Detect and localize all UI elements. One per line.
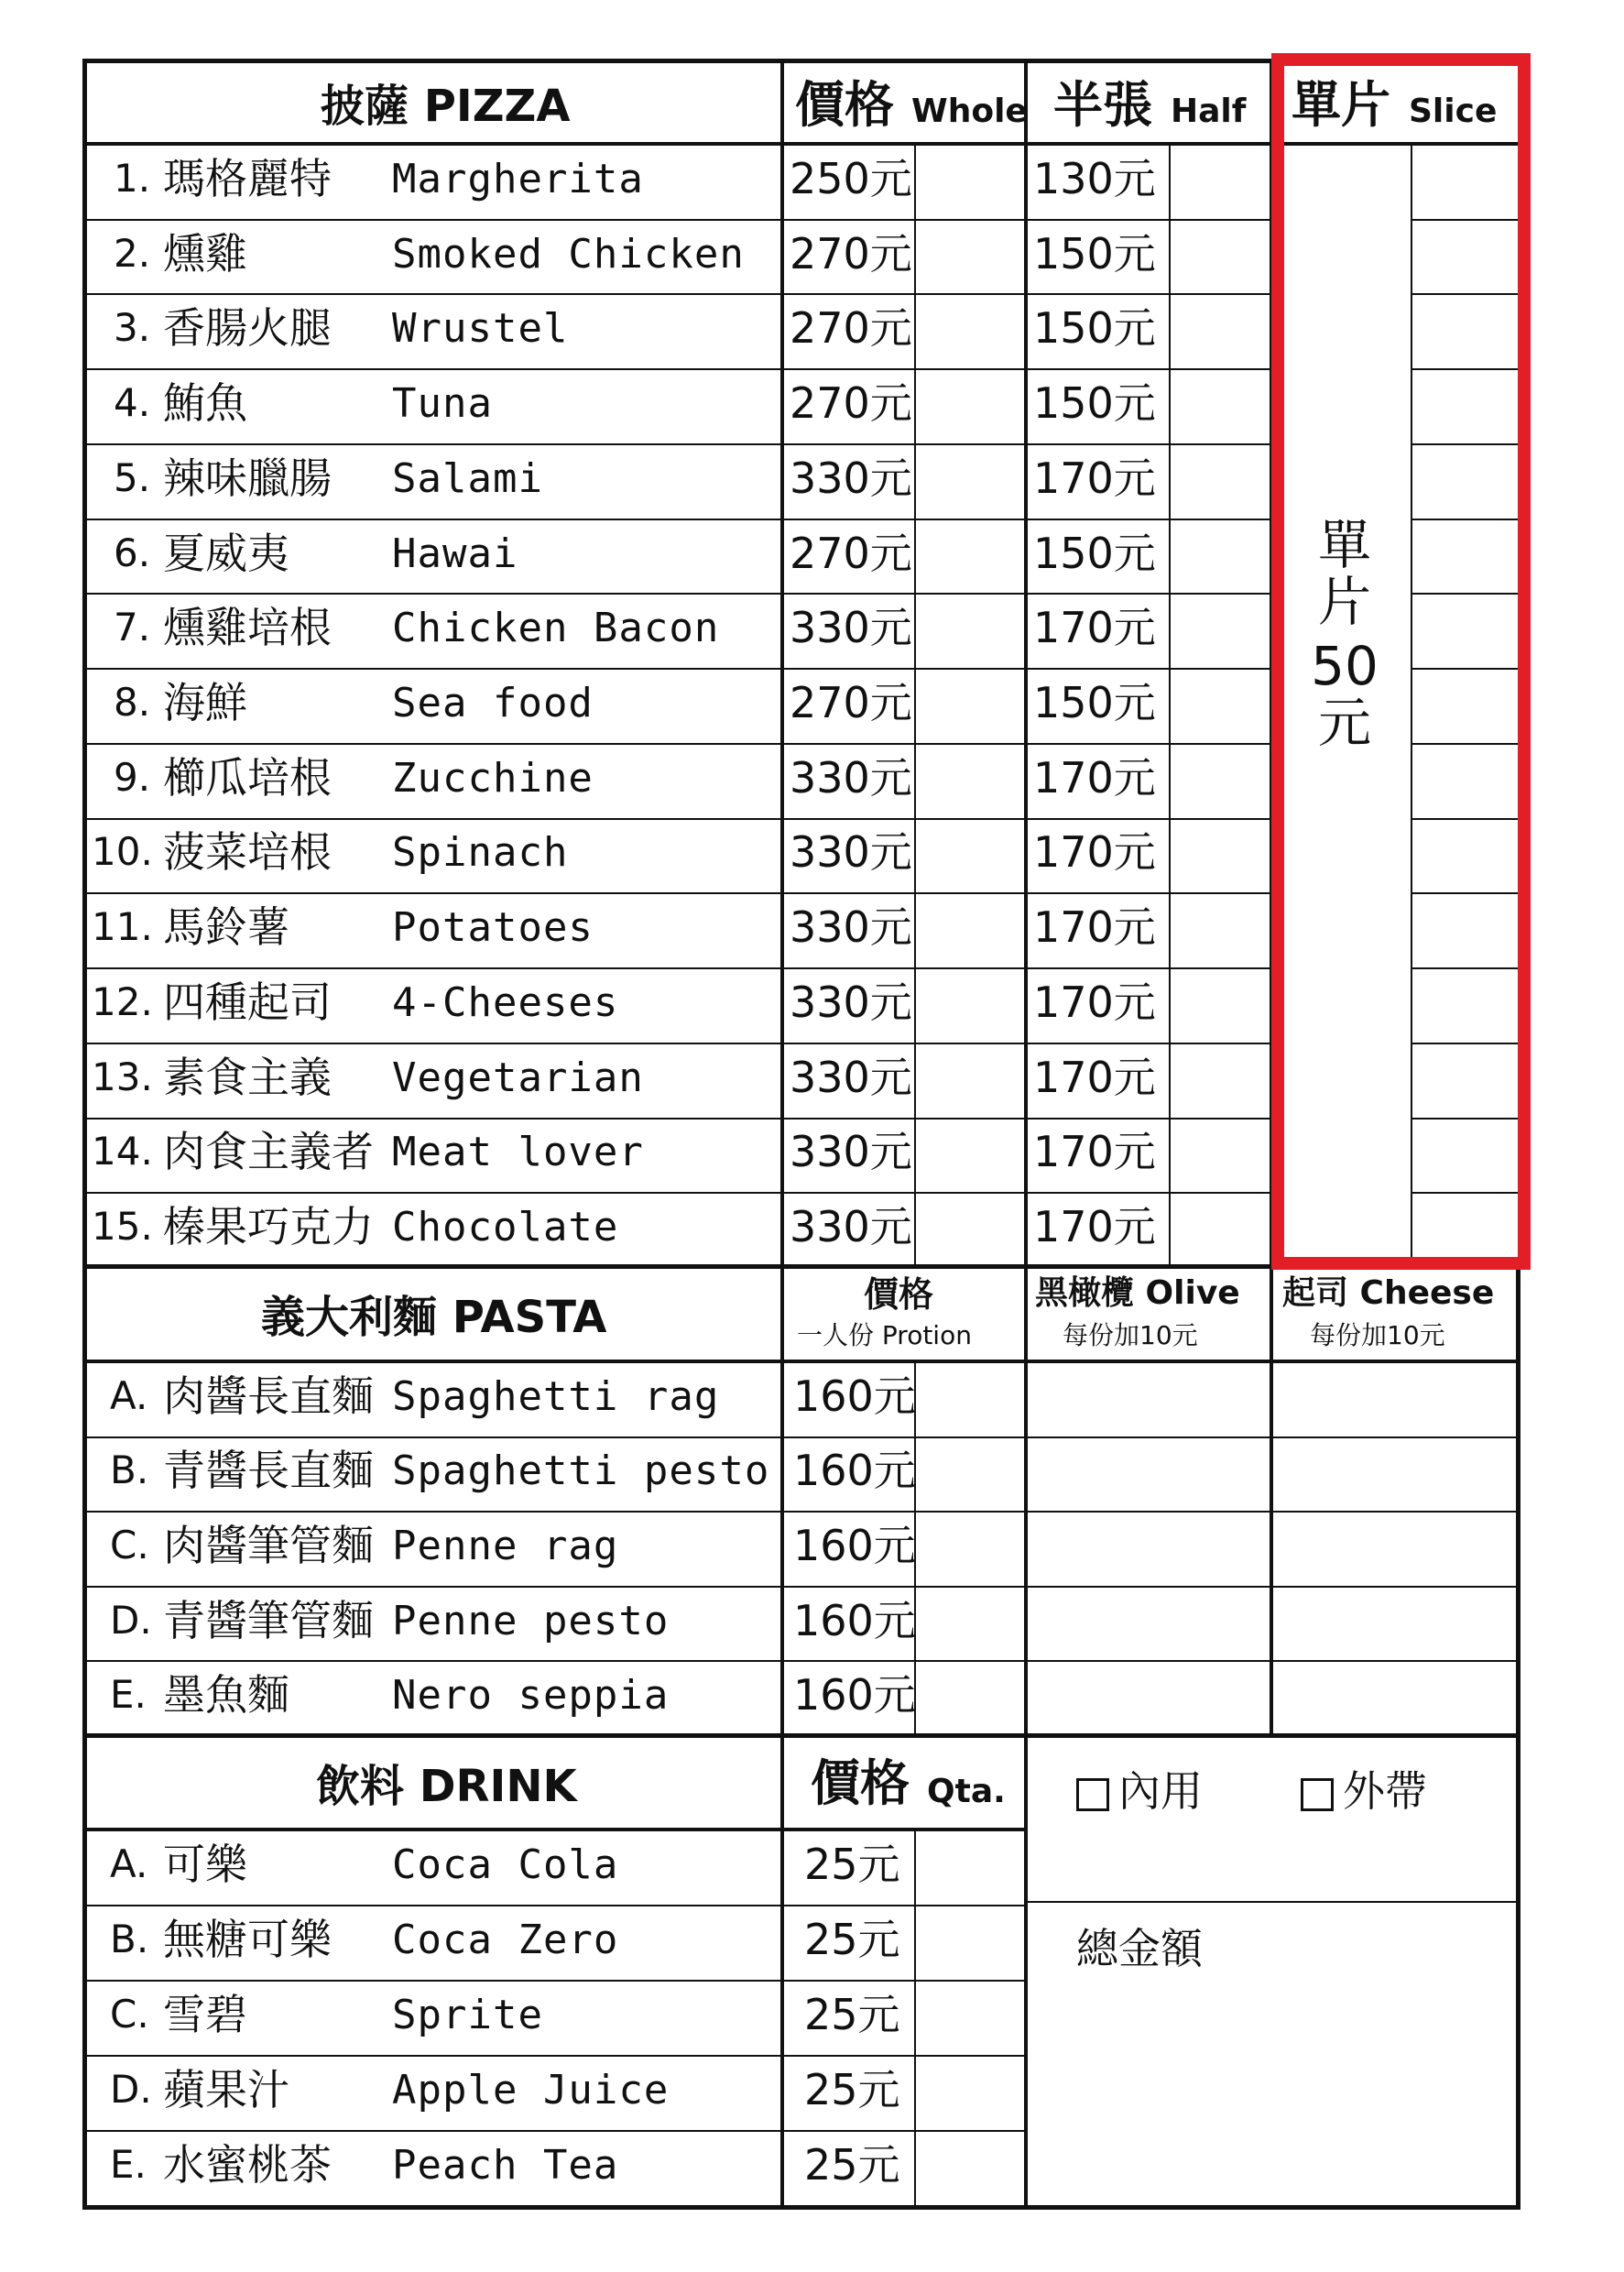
pizza-row-name-cn: 四種起司: [163, 978, 332, 1027]
pizza-row-divider: [82, 668, 783, 670]
pizza-row-price-half: 150元: [1033, 378, 1156, 428]
pizza-slice-qty-cell[interactable]: [1412, 293, 1516, 368]
pizza-row-number: 10.: [92, 829, 153, 874]
drink-row-name-en: Apple Juice: [392, 2067, 670, 2114]
drink-price-header-cn: 價格: [811, 1754, 910, 1812]
col-divider-half: [1024, 59, 1028, 2210]
pizza-row-price-whole: 270元: [790, 529, 912, 578]
pizza-row-price-half: 170元: [1033, 978, 1156, 1027]
pizza-row-number: 14.: [92, 1129, 153, 1174]
pizza-row-price-half: 170元: [1033, 603, 1156, 652]
pizza-row-price-whole: 330元: [790, 1053, 912, 1102]
pizza-row-name-en: 4-Cheeses: [392, 979, 619, 1026]
drink-row-price: 25元: [804, 1990, 900, 2039]
pizza-row-price-half: 170元: [1033, 1127, 1156, 1176]
pizza-row-divider: [82, 1043, 783, 1044]
pizza-row-divider: [82, 743, 783, 745]
pasta-row-name-cn: 青醬長直麵: [163, 1446, 374, 1495]
drink-qty-cell[interactable]: [916, 1980, 1024, 2055]
dine-type-divider: [1026, 1901, 1520, 1903]
pizza-row-divider: [82, 593, 783, 595]
pizza-row-number: 12.: [92, 979, 153, 1024]
pizza-row-number: 5.: [114, 455, 151, 500]
pasta-qty-cell[interactable]: [916, 1361, 1024, 1436]
pasta-cheese-cell[interactable]: [1273, 1660, 1516, 1735]
pasta-olive-cell[interactable]: [1028, 1361, 1270, 1436]
pizza-row-price-half: 130元: [1033, 154, 1156, 203]
col-divider-main: [780, 59, 784, 2210]
pizza-row-name-cn: 鮪魚: [163, 378, 247, 428]
pizza-half-qty-cell[interactable]: [1171, 144, 1270, 219]
pizza-row-number: 6.: [114, 530, 151, 575]
pizza-title: 披薩 PIZZA: [321, 81, 571, 132]
pizza-row-price-half: 150元: [1033, 529, 1156, 578]
drink-price-header-en: Qta.: [927, 1773, 1006, 1810]
pasta-row-price: 160元: [793, 1596, 916, 1645]
pizza-row-price-whole: 330元: [790, 1202, 912, 1251]
drink-row-divider: [82, 2055, 1026, 2057]
pizza-half-qty-cell[interactable]: [1171, 892, 1270, 967]
slice-header-cn: 單片: [1292, 76, 1390, 134]
pasta-row-letter: D.: [110, 1598, 152, 1643]
pasta-price-subheader: 一人份 Protion: [797, 1320, 972, 1350]
pizza-half-qty-cell[interactable]: [1171, 743, 1270, 818]
pizza-whole-qty-cell[interactable]: [916, 1192, 1024, 1267]
drink-qty-cell[interactable]: [916, 2055, 1024, 2130]
pasta-olive-cell[interactable]: [1028, 1586, 1270, 1661]
drink-row-letter: B.: [110, 1917, 149, 1961]
pizza-row-number: 8.: [114, 680, 151, 725]
drink-qty-cell[interactable]: [916, 2130, 1024, 2205]
pasta-row-price: 160元: [793, 1521, 916, 1570]
pizza-whole-qty-cell[interactable]: [916, 668, 1024, 743]
pizza-row-divider: [82, 293, 783, 295]
pizza-row-name-en: Vegetarian: [392, 1054, 644, 1101]
slice-note-unit: 元: [1317, 692, 1371, 754]
whole-header-en: Whole: [911, 93, 1028, 130]
pizza-row-name-cn: 辣味臘腸: [163, 453, 332, 503]
pasta-row-letter: C.: [110, 1523, 149, 1567]
pasta-olive-cell[interactable]: [1028, 1511, 1270, 1586]
pizza-row-name-en: Tuna: [392, 380, 493, 427]
pizza-slice-qty-cell[interactable]: [1412, 1192, 1516, 1267]
pasta-title: 義大利麵 PASTA: [261, 1292, 607, 1343]
drink-row-name-en: Sprite: [392, 1992, 543, 2038]
drink-row-name-cn: 雪碧: [163, 1990, 247, 2039]
pasta-row-name-cn: 肉醬長直麵: [163, 1371, 374, 1421]
pizza-slice-qty-cell[interactable]: [1412, 743, 1516, 818]
drink-row-divider: [82, 1905, 1026, 1906]
pizza-whole-qty-cell[interactable]: [916, 818, 1024, 893]
pasta-qty-cell[interactable]: [916, 1660, 1024, 1735]
pizza-row-number: 9.: [114, 755, 151, 800]
pizza-row-name-cn: 肉食主義者: [163, 1127, 374, 1176]
pasta-row-price: 160元: [793, 1371, 916, 1421]
drink-row-divider: [82, 2130, 1026, 2132]
drink-row-letter: C.: [110, 1992, 149, 2037]
pizza-row-divider: [82, 443, 783, 445]
pizza-row-price-whole: 330元: [790, 1127, 912, 1176]
pizza-row-name-en: Chicken Bacon: [392, 605, 720, 651]
pasta-row-letter: E.: [110, 1672, 147, 1717]
cheese-header: 起司 Cheese: [1282, 1274, 1495, 1312]
pasta-row-name-en: Penne pesto: [392, 1598, 670, 1644]
drink-row-name-cn: 蘋果汁: [163, 2065, 289, 2114]
drink-title: 飲料 DRINK: [316, 1761, 577, 1812]
pizza-row-price-half: 170元: [1033, 1053, 1156, 1102]
pizza-row-name-cn: 菠菜培根: [163, 827, 332, 877]
pasta-olive-cell[interactable]: [1028, 1436, 1270, 1512]
pasta-qty-cell[interactable]: [916, 1511, 1024, 1586]
pizza-row-price-half: 170元: [1033, 827, 1156, 877]
pizza-whole-qty-cell[interactable]: [916, 368, 1024, 443]
drink-row-name-en: Coca Zero: [392, 1917, 619, 1963]
drink-row-letter: A.: [110, 1841, 148, 1886]
pizza-row-number: 11.: [92, 904, 153, 949]
olive-header: 黑橄欖 Olive: [1035, 1274, 1240, 1312]
slice-header-en: Slice: [1409, 93, 1498, 130]
pizza-row-number: 7.: [114, 605, 151, 650]
pasta-qty-cell[interactable]: [916, 1436, 1024, 1512]
pizza-row-divider: [82, 1192, 783, 1194]
pasta-row-letter: A.: [110, 1373, 148, 1418]
outer-border-left: [82, 59, 87, 2210]
pasta-qty-cell[interactable]: [916, 1586, 1024, 1661]
pizza-row-price-whole: 330元: [790, 603, 912, 652]
pizza-half-qty-cell[interactable]: [1171, 368, 1270, 443]
pizza-row-name-en: Zucchine: [392, 755, 594, 802]
pizza-slice-qty-cell[interactable]: [1412, 668, 1516, 743]
pizza-row-price-half: 170元: [1033, 753, 1156, 803]
drink-header-divider: [82, 1828, 1026, 1831]
drink-qty-cell[interactable]: [916, 1905, 1024, 1980]
pizza-row-name-cn: 香腸火腿: [163, 303, 332, 353]
drink-row-name-cn: 無糖可樂: [163, 1915, 332, 1964]
pizza-slice-qty-cell[interactable]: [1412, 219, 1516, 294]
takeout-option[interactable]: [1301, 1766, 1427, 1816]
pizza-row-name-en: Chocolate: [392, 1204, 619, 1251]
pizza-row-price-whole: 270元: [790, 378, 912, 428]
pizza-row-divider: [82, 519, 783, 520]
slice-note-price: 50: [1311, 635, 1379, 697]
pizza-whole-qty-cell[interactable]: [916, 593, 1024, 668]
pasta-row-letter: B.: [110, 1447, 149, 1492]
pizza-row-price-whole: 330元: [790, 978, 912, 1027]
pizza-row-price-half: 150元: [1033, 678, 1156, 727]
drink-row-price: 25元: [804, 2065, 900, 2114]
pizza-row-divider: [82, 219, 783, 221]
half-header-cn: 半張: [1053, 76, 1152, 134]
pasta-row-name-cn: 墨魚麵: [163, 1670, 289, 1720]
pizza-slice-qty-cell[interactable]: [1412, 593, 1516, 668]
pizza-row-price-whole: 270元: [790, 678, 912, 727]
drink-row-name-en: Peach Tea: [392, 2142, 619, 2189]
drink-row-name-cn: 可樂: [163, 1840, 247, 1889]
pizza-slice-qty-cell[interactable]: [1412, 144, 1516, 219]
pasta-row-name-en: Spaghetti rag: [392, 1373, 720, 1420]
pasta-price-header: 價格: [864, 1274, 934, 1315]
pizza-slice-qty-cell[interactable]: [1412, 368, 1516, 443]
pizza-row-price-half: 150元: [1033, 303, 1156, 353]
pizza-row-price-half: 170元: [1033, 453, 1156, 503]
dine-in-checkbox[interactable]: [1076, 1778, 1109, 1811]
pizza-row-price-half: 170元: [1033, 1202, 1156, 1251]
pizza-row-name-en: Smoked Chicken: [392, 231, 745, 278]
pizza-whole-qty-cell[interactable]: [916, 1118, 1024, 1193]
half-header-en: Half: [1171, 93, 1247, 130]
pizza-half-qty-cell[interactable]: [1171, 1043, 1270, 1118]
slice-note-char-1: 單: [1317, 514, 1371, 576]
pizza-row-name-cn: 素食主義: [163, 1053, 332, 1102]
pasta-row-price: 160元: [793, 1670, 916, 1720]
pizza-row-price-whole: 330元: [790, 827, 912, 877]
pizza-whole-qty-cell[interactable]: [916, 743, 1024, 818]
slice-note-char-2: 片: [1317, 571, 1371, 633]
pizza-slice-qty-cell[interactable]: [1412, 818, 1516, 893]
dine-in-label: 內用: [1118, 1766, 1203, 1816]
cheese-subheader: 每份加10元: [1310, 1320, 1445, 1350]
pasta-olive-cell[interactable]: [1028, 1660, 1270, 1735]
olive-subheader: 每份加10元: [1063, 1320, 1198, 1350]
pizza-half-qty-cell[interactable]: [1171, 593, 1270, 668]
pizza-row-name-cn: 燻雞培根: [163, 603, 332, 652]
pizza-half-qty-cell[interactable]: [1171, 967, 1270, 1043]
pizza-row-name-en: Meat lover: [392, 1129, 644, 1175]
pasta-cheese-cell[interactable]: [1273, 1436, 1516, 1512]
drink-row-name-en: Coca Cola: [392, 1841, 619, 1888]
pizza-row-divider: [82, 1118, 783, 1120]
pizza-row-price-whole: 270元: [790, 303, 912, 353]
drink-qty-cell[interactable]: [916, 1830, 1024, 1905]
pizza-row-price-whole: 330元: [790, 902, 912, 952]
pizza-half-qty-cell[interactable]: [1171, 818, 1270, 893]
pizza-row-number: 3.: [114, 305, 151, 350]
pizza-half-qty-cell[interactable]: [1171, 668, 1270, 743]
pizza-row-name-cn: 燻雞: [163, 229, 247, 279]
pasta-row-name-en: Penne rag: [392, 1523, 619, 1569]
pizza-slice-qty-cell[interactable]: [1412, 1118, 1516, 1193]
pizza-whole-qty-cell[interactable]: [916, 519, 1024, 594]
pizza-row-name-en: Spinach: [392, 829, 569, 876]
pasta-cheese-cell[interactable]: [1273, 1361, 1516, 1436]
pasta-cheese-cell[interactable]: [1273, 1586, 1516, 1661]
pizza-row-name-cn: 馬鈴薯: [163, 902, 289, 952]
pizza-row-divider: [82, 967, 783, 969]
pasta-row-name-en: Spaghetti pesto: [392, 1447, 770, 1494]
pizza-row-name-en: Wrustel: [392, 305, 569, 352]
pizza-row-number: 1.: [114, 156, 151, 201]
pizza-row-number: 4.: [114, 380, 151, 425]
pasta-row-name-cn: 肉醬筆管麵: [163, 1521, 374, 1570]
pizza-row-name-en: Salami: [392, 455, 543, 502]
pasta-cheese-cell[interactable]: [1273, 1511, 1516, 1586]
pizza-half-qty-cell[interactable]: [1171, 1118, 1270, 1193]
pizza-half-qty-cell[interactable]: [1171, 293, 1270, 368]
pasta-row-name-cn: 青醬筆管麵: [163, 1596, 374, 1645]
pizza-row-price-whole: 330元: [790, 753, 912, 803]
outer-border-right: [1516, 1269, 1520, 2210]
pasta-row-name-en: Nero seppia: [392, 1672, 670, 1719]
pizza-row-price-half: 150元: [1033, 229, 1156, 279]
drink-row-letter: D.: [110, 2067, 152, 2112]
pizza-row-name-en: Margherita: [392, 156, 644, 202]
drink-row-letter: E.: [110, 2142, 147, 2187]
pizza-whole-qty-cell[interactable]: [916, 144, 1024, 219]
pizza-row-name-en: Sea food: [392, 680, 594, 726]
pizza-whole-qty-cell[interactable]: [916, 219, 1024, 294]
pizza-slice-qty-cell[interactable]: [1412, 967, 1516, 1043]
pizza-row-number: 2.: [114, 231, 151, 276]
pizza-row-name-en: Hawai: [392, 530, 518, 577]
pizza-row-price-half: 170元: [1033, 902, 1156, 952]
pizza-half-qty-cell[interactable]: [1171, 443, 1270, 519]
drink-row-price: 25元: [804, 1915, 900, 1964]
pizza-row-name-cn: 夏威夷: [163, 529, 289, 578]
pizza-row-divider: [82, 892, 783, 894]
pizza-slice-qty-cell[interactable]: [1412, 443, 1516, 519]
pizza-slice-qty-cell[interactable]: [1412, 892, 1516, 967]
drink-row-price: 25元: [804, 1840, 900, 1889]
pizza-whole-qty-cell[interactable]: [916, 293, 1024, 368]
pizza-whole-qty-cell[interactable]: [916, 1043, 1024, 1118]
drink-row-price: 25元: [804, 2140, 900, 2190]
pizza-row-name-cn: 櫛瓜培根: [163, 753, 332, 803]
pizza-row-price-whole: 250元: [790, 154, 912, 203]
drink-row-name-cn: 水蜜桃茶: [163, 2140, 332, 2190]
pasta-row-price: 160元: [793, 1446, 916, 1495]
pizza-row-divider: [82, 368, 783, 370]
pizza-row-name-cn: 海鮮: [163, 678, 247, 727]
dine-in-option[interactable]: [1076, 1766, 1203, 1816]
pizza-row-name-cn: 瑪格麗特: [163, 154, 332, 203]
pizza-half-qty-cell[interactable]: [1171, 519, 1270, 594]
pizza-whole-qty-cell[interactable]: [916, 967, 1024, 1043]
pizza-row-number: 13.: [92, 1054, 153, 1099]
pizza-row-price-whole: 330元: [790, 453, 912, 503]
pizza-half-qty-cell[interactable]: [1171, 219, 1270, 294]
pizza-row-price-whole: 270元: [790, 229, 912, 279]
pizza-slice-qty-cell[interactable]: [1412, 1043, 1516, 1118]
pizza-row-number: 15.: [92, 1204, 153, 1249]
pizza-row-name-cn: 榛果巧克力: [163, 1202, 374, 1251]
total-amount-label: 總金額: [1076, 1924, 1203, 1973]
drink-row-divider: [82, 1980, 1026, 1982]
takeout-checkbox[interactable]: [1301, 1778, 1334, 1811]
outer-border-bottom: [82, 2205, 1520, 2210]
pizza-slice-qty-cell[interactable]: [1412, 519, 1516, 594]
pizza-row-name-en: Potatoes: [392, 904, 594, 951]
pizza-whole-qty-cell[interactable]: [916, 892, 1024, 967]
pizza-row-divider: [82, 818, 783, 820]
pizza-whole-qty-cell[interactable]: [916, 443, 1024, 519]
pizza-half-qty-cell[interactable]: [1171, 1192, 1270, 1267]
takeout-label: 外帶: [1343, 1766, 1427, 1816]
whole-header-cn: 價格: [795, 76, 894, 134]
